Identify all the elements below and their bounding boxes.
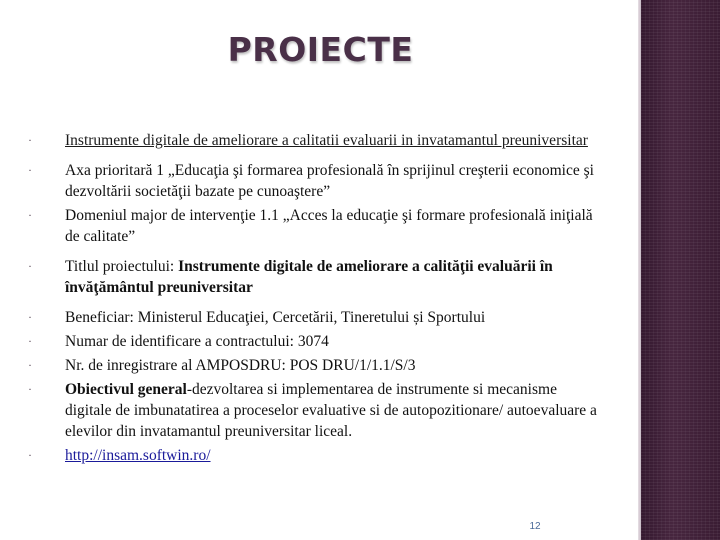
list-item-amposdru xyxy=(28,355,603,376)
page-number: 12 xyxy=(529,521,541,532)
list-item-obiectiv xyxy=(28,379,603,442)
slide-title: PROIECTE xyxy=(227,30,414,69)
list-item-project-link xyxy=(28,130,603,151)
bullet-icon: · xyxy=(28,208,32,222)
decorative-side-band xyxy=(641,0,720,540)
bullet-icon: · xyxy=(28,163,32,177)
list-item-contract-number xyxy=(28,331,603,352)
objective-text: -dezvoltarea si implementarea de instrumente si mecanisme digitale de imbunatatirea a proceselor evaluative si de autopozitionare/ autoevaluare a elevilor din invatamantul preuniversitar liceal. xyxy=(65,381,597,440)
item-prefix: Titlul proiectului: xyxy=(65,258,179,275)
bullet-icon: · xyxy=(28,334,32,348)
objective-label: Obiectivul general xyxy=(65,381,187,398)
list-item-domeniu xyxy=(28,205,603,247)
bullet-list xyxy=(28,130,603,469)
project-name-link[interactable]: Instrumente digitale de ameliorare a calitatii evaluarii in invatamantul preuniversitar xyxy=(65,132,588,149)
item-text: Nr. de inregistrare al AMPOSDRU: POS DRU/1/1.1/S/3 xyxy=(65,357,416,374)
list-item-titlul xyxy=(28,256,603,298)
item-text: Domeniul major de intervenţie 1.1 „Acces la educaţie şi formare profesională iniţială de calitate” xyxy=(65,207,593,245)
bullet-icon: · xyxy=(28,448,32,462)
item-text: Axa prioritară 1 „Educaţia şi formarea profesională în sprijinul creşterii economice şi dezvoltării societăţii bazate pe cunoaştere” xyxy=(65,162,594,200)
list-item-axa-prioritara xyxy=(28,160,603,202)
bullet-icon: · xyxy=(28,133,32,147)
website-link[interactable]: http://insam.softwin.ro/ xyxy=(65,447,211,464)
bullet-icon: · xyxy=(28,358,32,372)
project-title-bold: Instrumente digitale de ameliorare a calităţii evaluării în învăţământul preuniversitar xyxy=(65,258,553,296)
list-item-beneficiar xyxy=(28,307,603,328)
item-text: Beneficiar: Ministerul Educaţiei, Cercetării, Tineretului și Sportului xyxy=(65,309,486,326)
item-text: Numar de identificare a contractului: 3074 xyxy=(65,333,329,350)
list-item-url xyxy=(28,445,603,466)
bullet-icon: · xyxy=(28,310,32,324)
bullet-icon: · xyxy=(28,259,32,273)
bullet-icon: · xyxy=(28,382,32,396)
